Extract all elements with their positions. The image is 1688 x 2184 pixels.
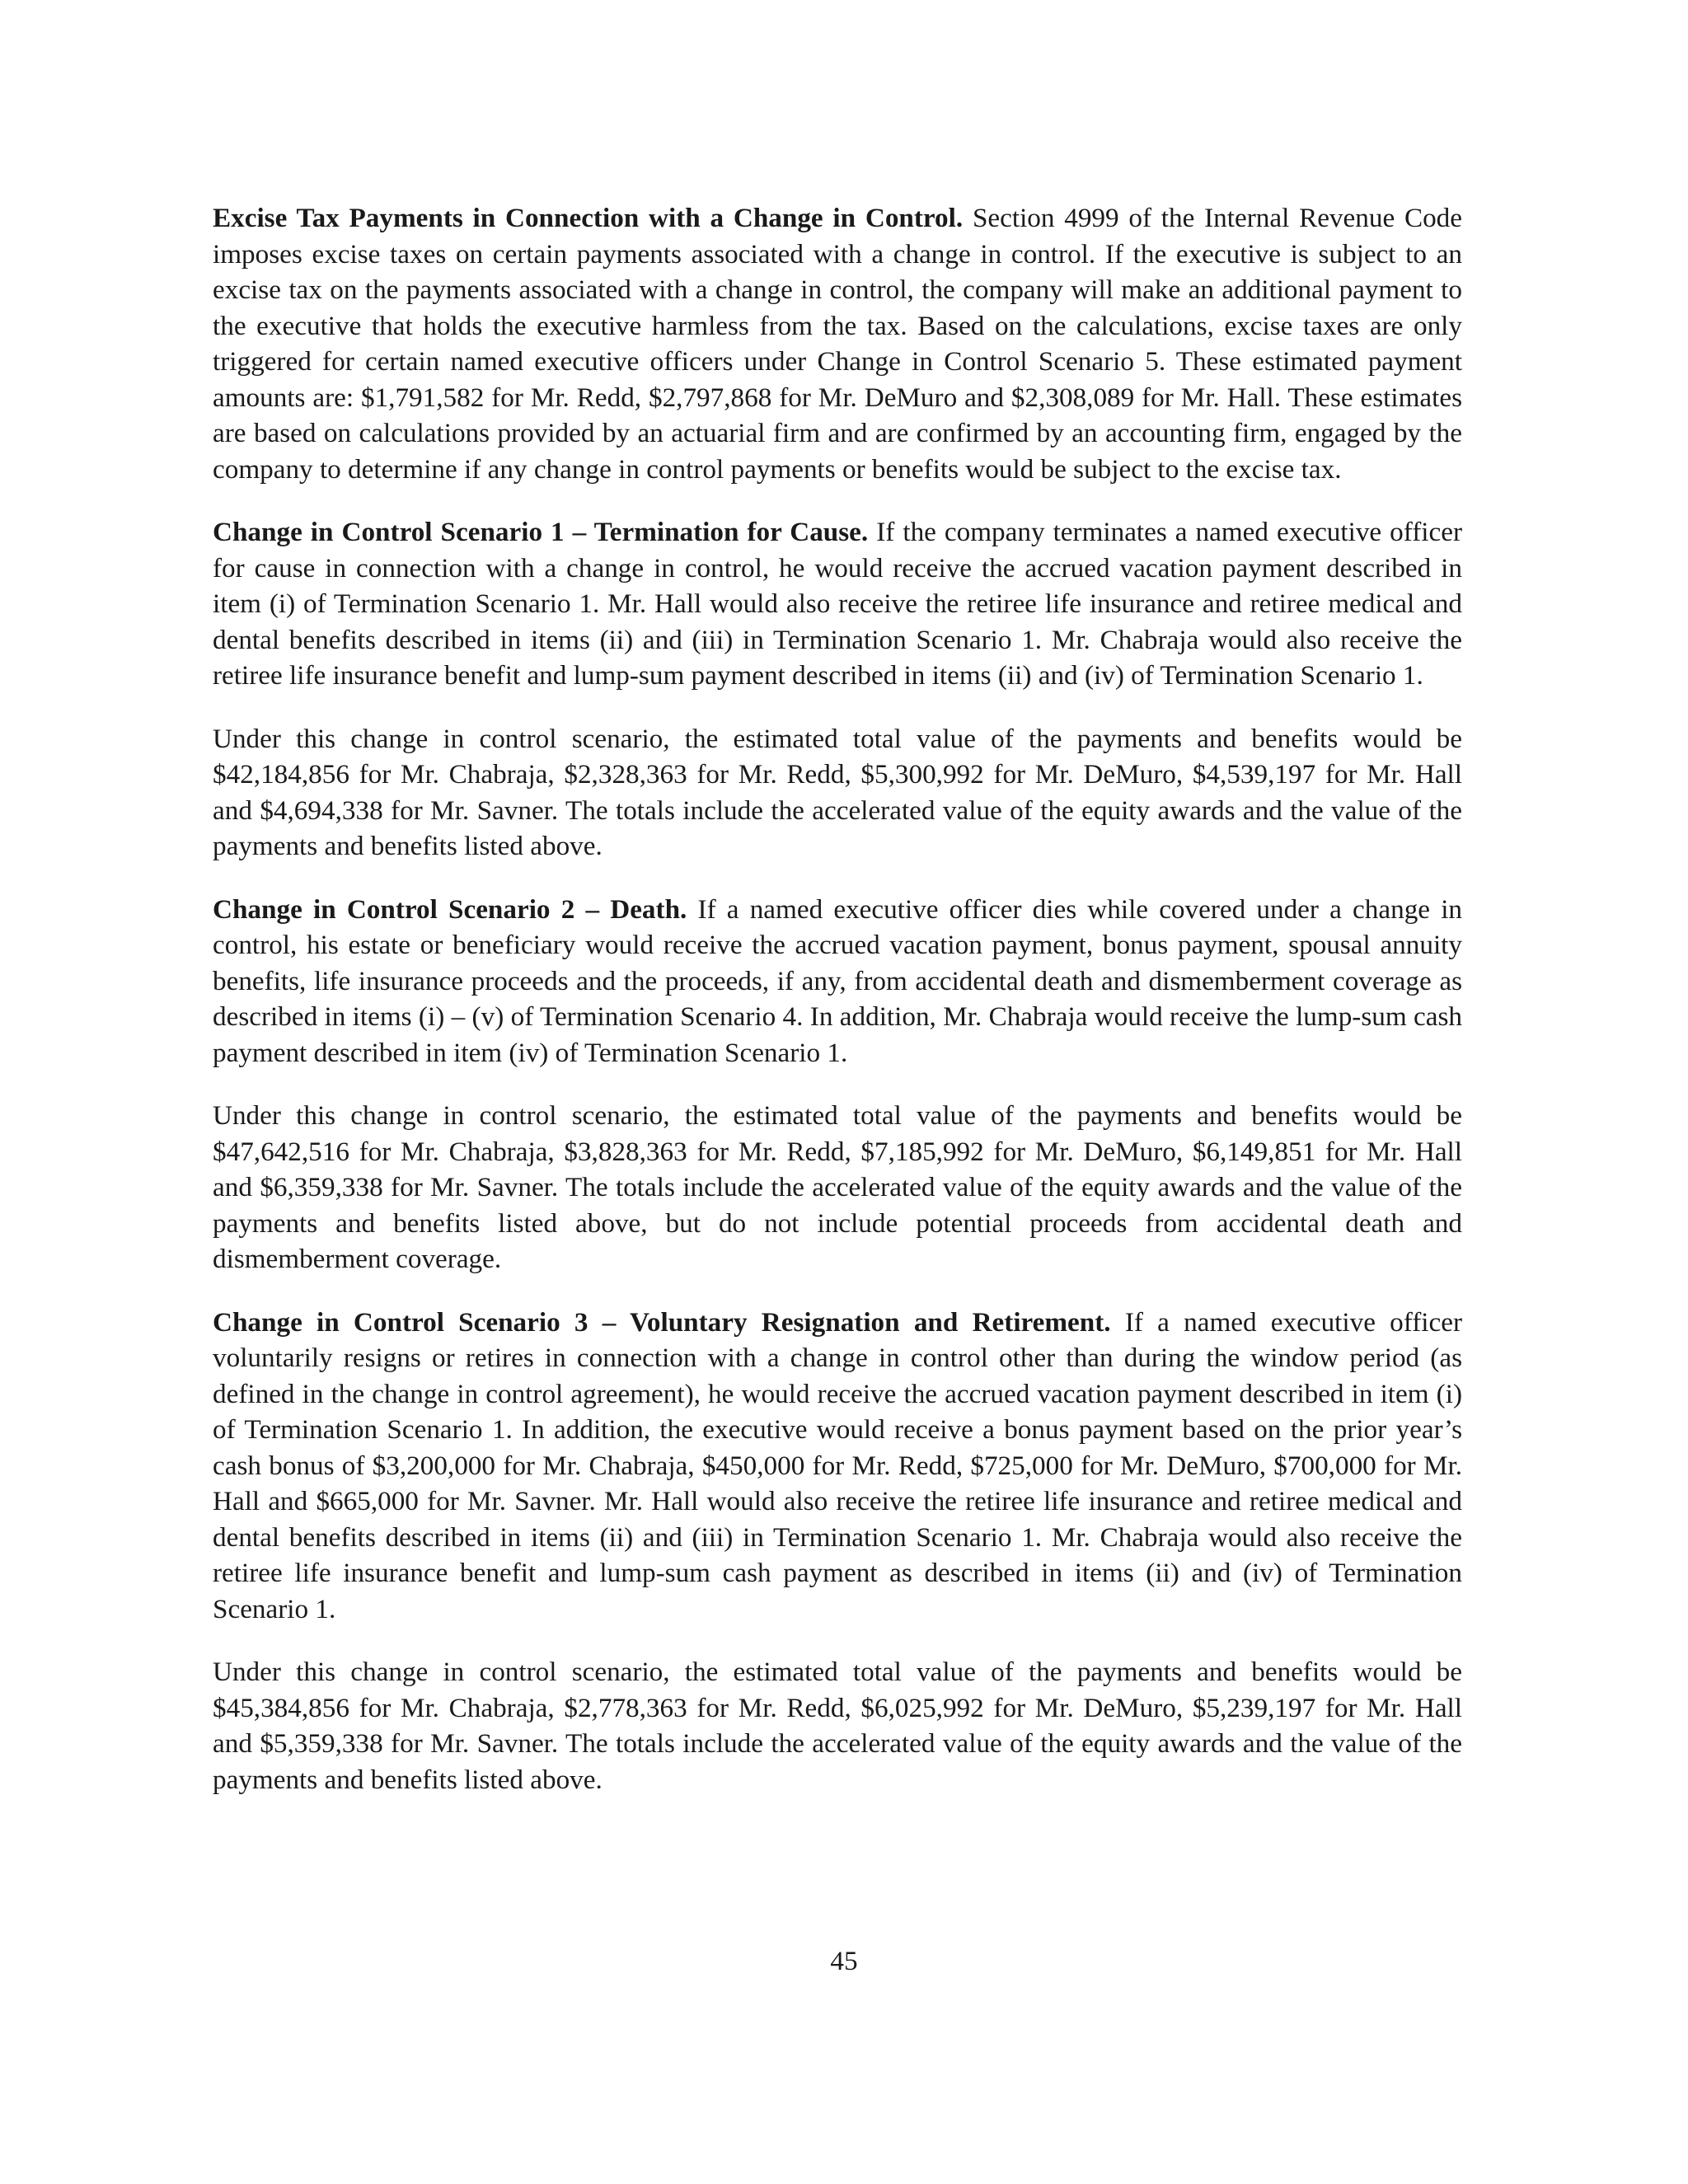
paragraph-scenario-3-totals bbox=[213, 1654, 1462, 1797]
paragraph-body: Under this change in control scenario, the estimated total value of the payments and benefits would be $45,384,856 for Mr. Chabraja, $2,778,363 for Mr. Redd, $6,025,992 for Mr. DeMuro, $5,239,197 for Mr. Hall and $5,359,338 for Mr. Savner. The totals include the accelerated value of the equity awards and the value of the payments and benefits listed above. bbox=[213, 1657, 1462, 1795]
paragraph-excise-tax bbox=[213, 200, 1462, 487]
paragraph-body: If a named executive officer voluntarily resigns or retires in connection with a change in control other than during the window period (as defined in the change in control agreement), he would receive the accrued vacation payment described in item (i) of Termination Scenario 1. In addition, the executive would receive a bonus payment based on the prior year’s cash bonus of $3,200,000 for Mr. Chabraja, $450,000 for Mr. Redd, $725,000 for Mr. DeMuro, $700,000 for Mr. Hall and $665,000 for Mr. Savner. Mr. Hall would also receive the retiree life insurance and retiree medical and dental benefits described in items (ii) and (iii) in Termination Scenario 1. Mr. Chabraja would also receive the retiree life insurance benefit and lump-sum cash payment as described in items (ii) and (iv) of Termination Scenario 1. bbox=[213, 1306, 1463, 1624]
paragraph-scenario-2-totals bbox=[213, 1098, 1462, 1277]
document-page bbox=[213, 200, 1462, 1825]
paragraph-body: If a named executive officer dies while covered under a change in control, his estate or beneficiary would receive the accrued vacation payment, bonus payment, spousal annuity benefits, life insurance proceeds and the proceeds, if any, from accidental death and dismemberment coverage as described in items (i) – (v) of Termination Scenario 4. In addition, Mr. Chabraja would receive the lump-sum cash payment described in item (iv) of Termination Scenario 1. bbox=[213, 893, 1463, 1068]
paragraph-body: If the company terminates a named executive officer for cause in connection with a change in control, he would receive the accrued vacation payment described in item (i) of Termination Scenario 1. Mr. Hall would also receive the retiree life insurance and retiree medical and dental benefits described in items (ii) and (iii) in Termination Scenario 1. Mr. Chabraja would also receive the retiree life insurance benefit and lump-sum payment described in items (ii) and (iv) of Termination Scenario 1. bbox=[213, 517, 1462, 691]
page-number: 45 bbox=[830, 1946, 858, 1976]
paragraph-body: Section 4999 of the Internal Revenue Code imposes excise taxes on certain payments associated with a change in control. If the executive is subject to an excise tax on the payments associated with a change in control, the company will make an additional payment to the executive that holds the executive harmless from the tax. Based on the calculations, excise taxes are only triggered for certain named executive officers under Change in Control Scenario 5. These estimated payment amounts are: $1,791,582 for Mr. Redd, $2,797,868 for Mr. DeMuro and $2,308,089 for Mr. Hall. These estimates are based on calculations provided by an actuarial firm and are confirmed by an accounting firm, engaged by the company to determine if any change in control payments or benefits would be subject to the excise tax. bbox=[213, 203, 1462, 485]
paragraph-body: Under this change in control scenario, the estimated total value of the payments and benefits would be $42,184,856 for Mr. Chabraja, $2,328,363 for Mr. Redd, $5,300,992 for Mr. DeMuro, $4,539,197 for Mr. Hall and $4,694,338 for Mr. Savner. The totals include the accelerated value of the equity awards and the value of the payments and benefits listed above. bbox=[213, 723, 1462, 861]
paragraph-scenario-1 bbox=[213, 514, 1462, 694]
heading-scenario-2: Change in Control Scenario 2 – Death. bbox=[213, 893, 687, 925]
paragraph-scenario-1-totals bbox=[213, 721, 1462, 865]
heading-excise-tax: Excise Tax Payments in Connection with a Change in Control. bbox=[213, 203, 964, 233]
paragraph-body: Under this change in control scenario, the estimated total value of the payments and benefits would be $47,642,516 for Mr. Chabraja, $3,828,363 for Mr. Redd, $7,185,992 for Mr. DeMuro, $6,149,851 for Mr. Hall and $6,359,338 for Mr. Savner. The totals include the accelerated value of the equity awards and the value of the payments and benefits listed above, but do not include potential proceeds from accidental death and dismemberment coverage. bbox=[213, 1100, 1462, 1274]
heading-scenario-1: Change in Control Scenario 1 – Termination for Cause. bbox=[213, 517, 869, 547]
paragraph-scenario-2 bbox=[213, 892, 1462, 1071]
paragraph-scenario-3 bbox=[213, 1305, 1462, 1628]
heading-scenario-3: Change in Control Scenario 3 – Voluntary Resignation and Retirement. bbox=[213, 1306, 1111, 1338]
